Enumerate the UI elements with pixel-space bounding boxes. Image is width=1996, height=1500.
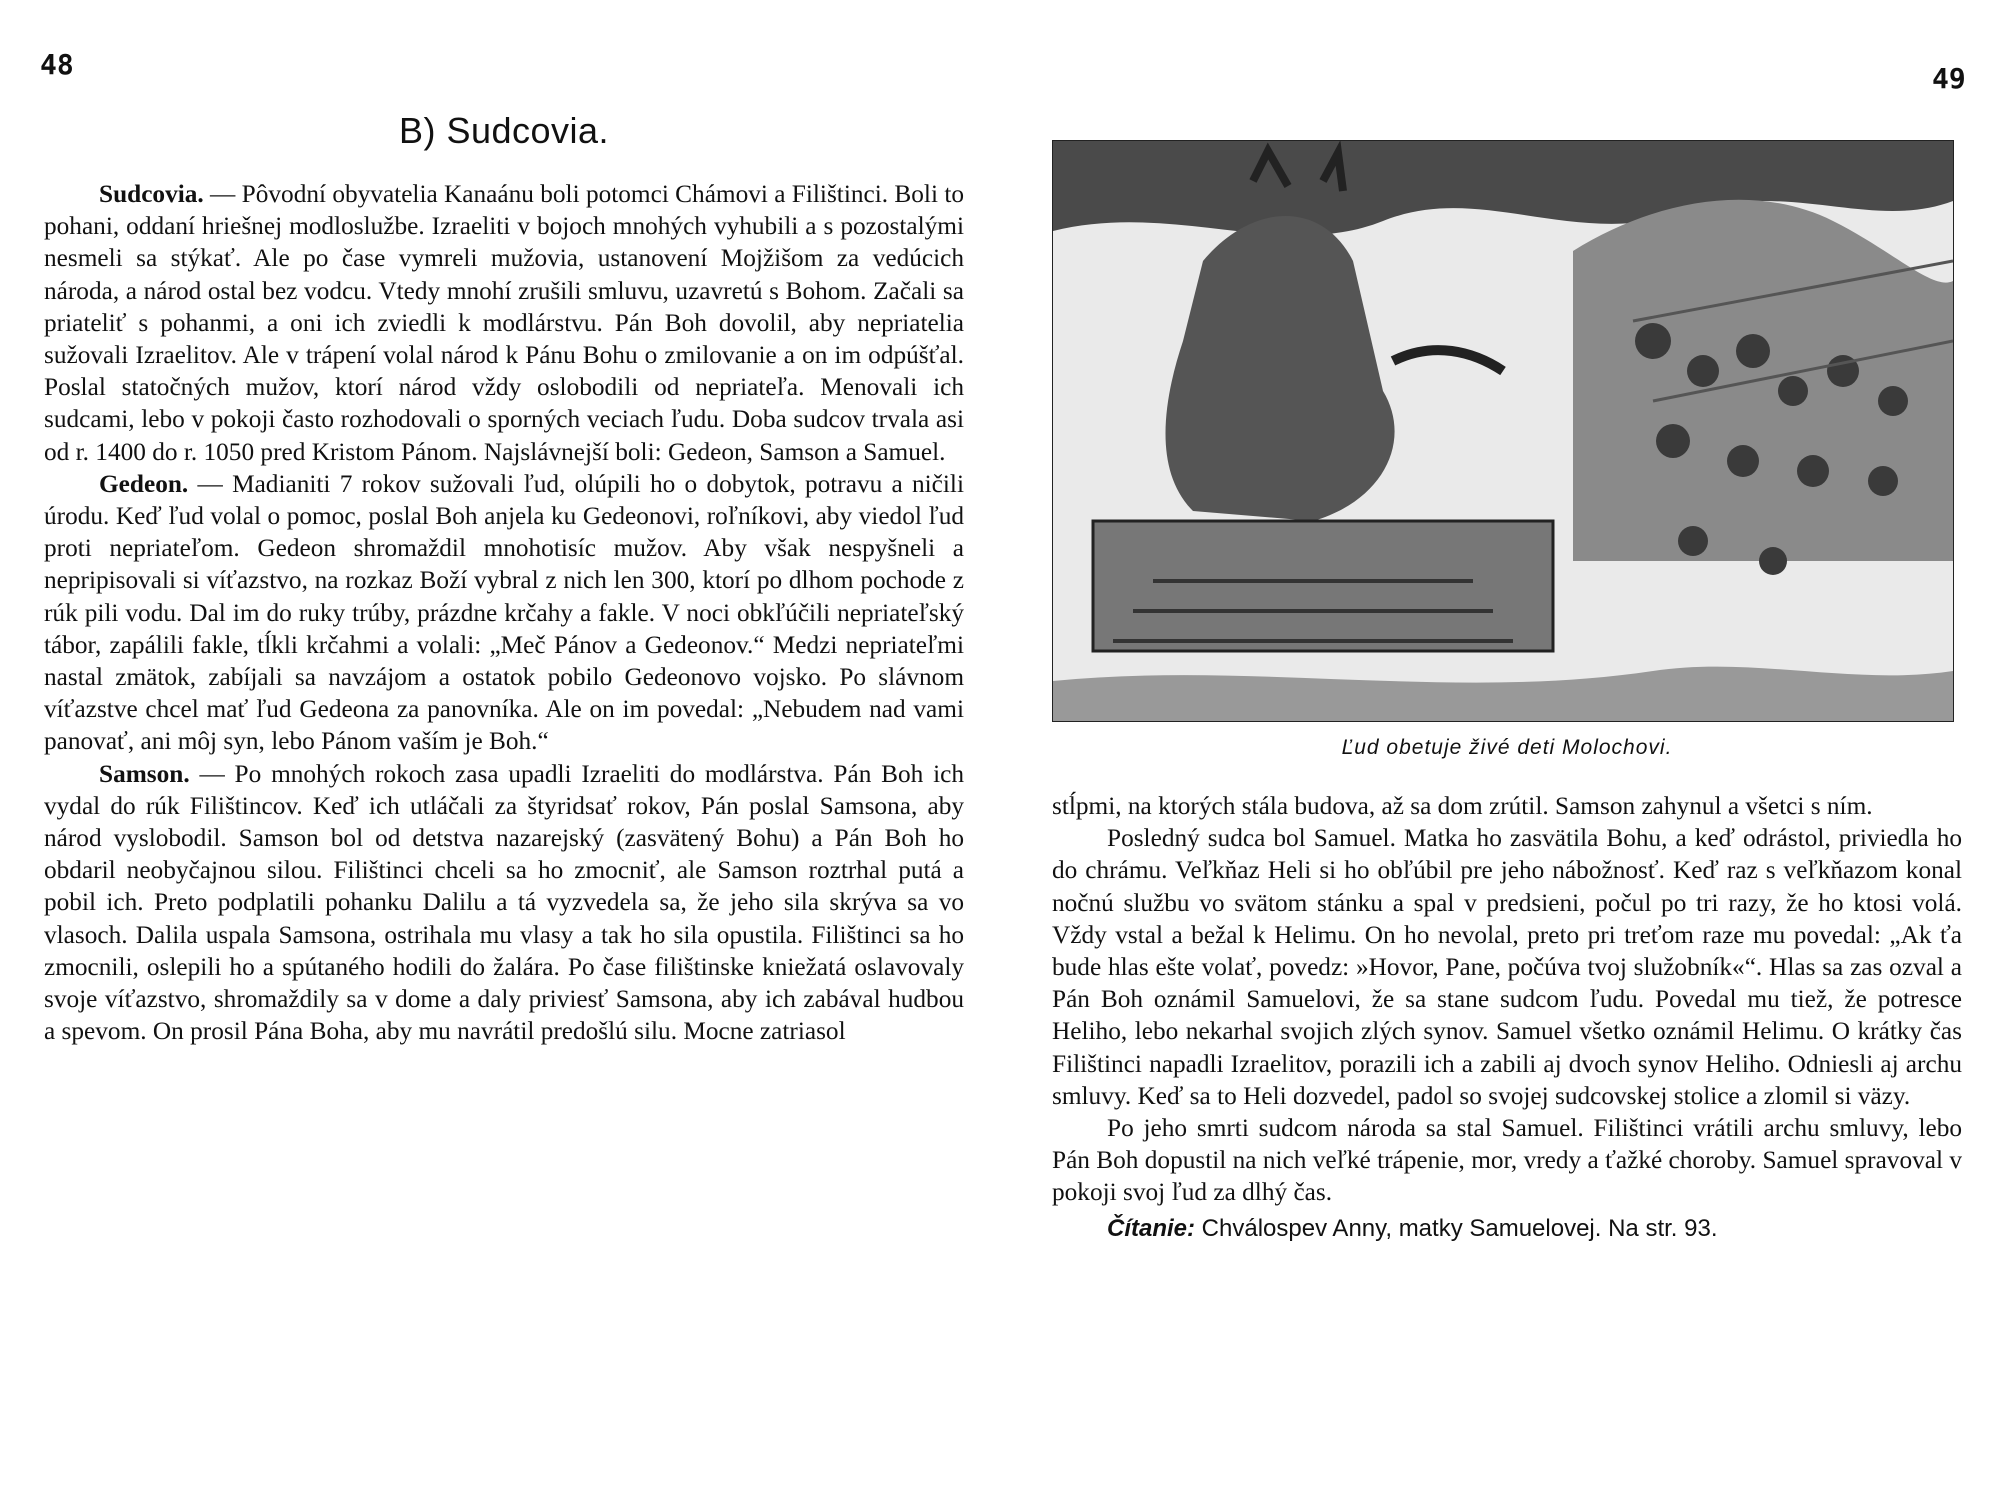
paragraph-lead: Samson. [99,759,190,788]
reading-text: Chválospev Anny, matky Samuelovej. Na str. 93. [1195,1214,1718,1242]
paragraph-lead: Sudcovia. [99,180,204,208]
paragraph-samson [44,758,964,1048]
page-number-right: 49 [1932,62,1966,95]
paragraph-sudcovia [44,178,964,468]
paragraph-samuel: Posledný sudca bol Samuel. Matka ho zasvätila Bohu, a keď odrástol, priviedla ho do chrámu. Veľkňaz Heli si ho obľúbil pre jeho nábožnosť. Keď raz s veľkňazom konal nočnú službu vo svätom stánku a spal v predsieni, počul po tri razy, že ho ktosi volá. Vždy vstal a bežal k Helimu. On ho nevolal, preto pri treťom raze mu povedal: „Ak ťa bude hlas ešte volať, povedz: »Hovor, Pane, počúva tvoj služobník«“. Hlas sa zas ozval a Pán Boh oznámil Samuelovi, že sa stane sudcom ľudu. Povedal mu tiež, že potresce Heliho, lebo nekarhal svojich zlých synov. Samuel všetko oznámil Helimu. O krátky čas Filištinci napadli Izraelitov, porazili ich a zabili aj dvoch synov Heliho. Odniesli aj archu smluvy. Keď sa to Heli dozvedel, padol so svojej sudcovskej stolice a zlomil si väzy. [1052,824,1962,1110]
paragraph-text: — Po mnohých rokoch zasa upadli Izraeliti do modlárstva. Pán Boh ich vydal do rúk Filištincov. Keď ich utláčali za štyridsať rokov, Pán poslal Samsona, aby národ vyslobodil. Samson bol od detstva nazarejský (zasvätený Bohu) a Pán Boh ho obdaril neobyčajnou silou. Filištinci chceli sa ho zmocniť, ale Samson roztrhal putá a pobil ich. Preto podplatili pohanku Dalilu a tá vyzvedela sa, že jeho sila skrýva sa vo vlasoch. Dalila uspala Samsona, ostrihala mu vlasy a tak ho sila opustila. Filištinci sa ho zmocnili, oslepili ho a spútaného hodili do žalára. Po čase filištinske kniežatá oslavovaly svoje víťazstvo, shromaždily sa v dome a daly priviesť Samsona, aby ich zabával hudbou a spevom. On prosil Pána Boha, aby mu navrátil predošlú silu. Mocne zatriasol [44,759,964,1046]
illustration-moloch [1052,140,1954,722]
illustration-drawing [1053,141,1953,721]
paragraph-text: — Madianiti 7 rokov sužovali ľud, olúpili ho o dobytok, potravu a ničili úrodu. Keď ľud volal o pomoc, poslal Boh anjela ku Gedeonovi, roľníkovi, aby viedol ľud proti nepriateľom. Gedeon shromaždil mnohotisíc mužov. Aby však nespyšneli a nepripisovali si víťazstvo, na rozkaz Boží vybral z nich len 300, ktorí po dlhom pochode z rúk pili vodu. Dal im do ruky trúby, prázdne krčahy a fakle. V noci obkľúčili nepriateľský tábor, zapálili fakle, tĺkli krčahmi a volali: „Meč Pánov a Gedeonov.“ Medzi nepriateľmi nastal zmätok, zabíjali sa navzájom a ostatok pobilo Gedeonovo vojsko. Po slávnom víťazstve chcel mať ľud Gedeona za panovníka. Ale on im povedal: „Nebudem nad vami panovať, ani môj syn, lebo Pánom vaším je Boh.“ [44,469,964,756]
reading-label: Čítanie: [1107,1214,1196,1242]
paragraph-text: — Pôvodní obyvatelia Kanaánu boli potomci Chámovi a Filištinci. Boli to pohani, oddaní hriešnej modloslužbe. Izraeliti v bojoch mnohých vyhubili a s pozostalými nesmeli sa stýkať. Ale po čase vymreli mužovia, ustanovení Mojžišom za vedúcich národa, a národ ostal bez vodcu. Vtedy mnohí zrušili smluvu, uzavretú s Bohom. Začali sa priateliť s pohanmi, a oni ich zviedli k modlárstvu. Pán Boh dovolil, aby nepriatelia sužovali Izraelitov. Ale v trápení volal národ k Pánu Bohu o zmilovanie a on im odpúšťal. Poslal statočných mužov, ktorí národ vždy oslobodili od nepriateľa. Menovali ich sudcami, lebo v pokoji často rozhodovali o sporných veciach ľudu. Doba sudcov trvala asi od r. 1400 do r. 1050 pred Kristom Pánom. Najslávnejší boli: Gedeon, Samson a Samuel. [44,180,964,466]
paragraph-gedeon [44,468,964,758]
paragraph-continued: stĺpmi, na ktorých stála budova, až sa dom zrútil. Samson zahynul a všetci s ním. [1052,792,1873,820]
figure-caption: Ľud obetuje živé deti Molochovi. [1341,736,1673,759]
paragraph-lead: Gedeon. [99,469,189,498]
right-page-column [1052,140,1962,1245]
section-title: B) Sudcovia. [398,110,610,151]
page-number-left: 48 [40,48,74,81]
reading-note [1052,1213,1962,1245]
paragraph-samuel-judge: Po jeho smrti sudcom národa sa stal Samuel. Filištinci vrátili archu smluvy, lebo Pán Boh dopustil na nich veľké trápenie, mor, vredy a ťažké choroby. Samuel spravoval v pokoji svoj ľud za dlhý čas. [1052,1114,1962,1207]
left-page-column [44,110,964,1047]
